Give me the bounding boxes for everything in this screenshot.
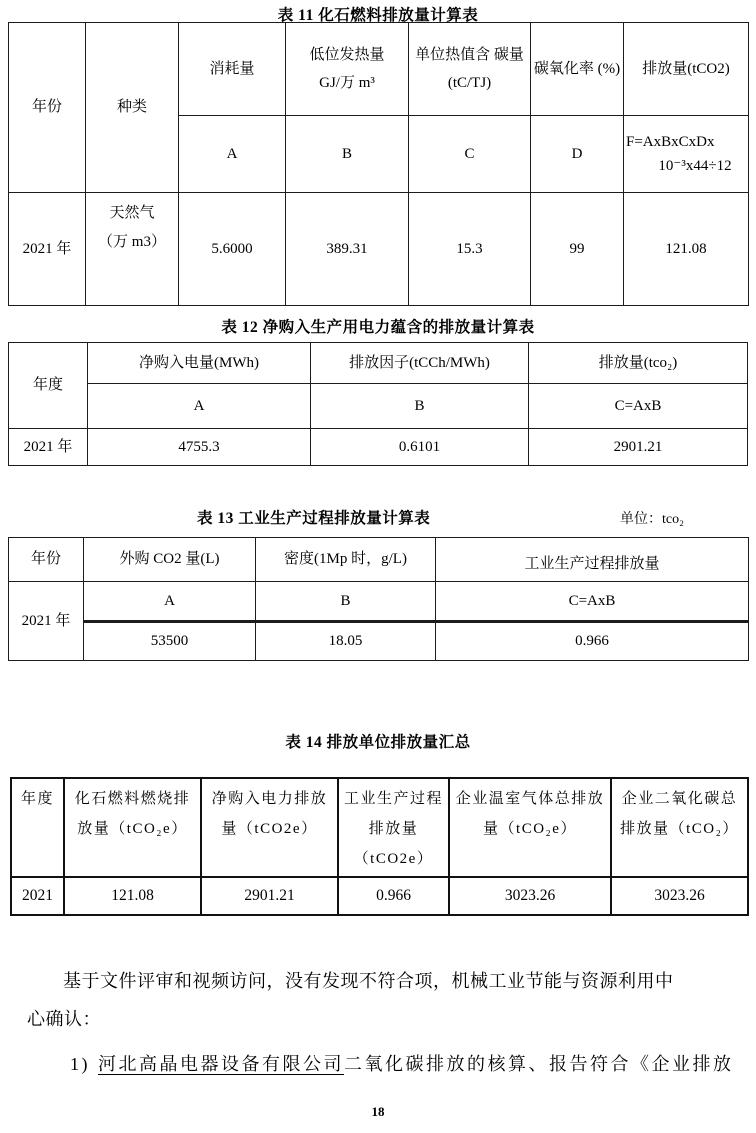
t14-row-process: 0.966 — [338, 877, 449, 915]
table-row — [11, 778, 748, 877]
table-14 — [10, 777, 749, 916]
t13-header-purchased: 外购 CO2 量(L) — [84, 538, 256, 582]
t14-header-process: 工业生产过程排放量（tCO2e） — [338, 778, 449, 877]
t12-header-emission: 排放量(tco₂) — [529, 343, 748, 384]
t11-row-carbon-content: 15.3 — [409, 193, 531, 306]
t12-col-b: B — [311, 384, 529, 429]
t11-col-c: C — [409, 116, 531, 193]
t11-col-b: B — [286, 116, 409, 193]
t14-header-year: 年度 — [11, 778, 64, 877]
t11-row-fuel-line2: （万 m3） — [98, 233, 166, 250]
list-item-1-number: 1) — [70, 1054, 90, 1074]
t12-header-factor: 排放因子(tCCh/MWh) — [311, 343, 529, 384]
t11-row-heating-value: 389.31 — [286, 193, 409, 306]
t14-row-total-co2: 3023.26 — [611, 877, 748, 915]
t13-row-emission: 0.966 — [436, 622, 749, 661]
table14-title: 表 14 排放单位排放量汇总 — [285, 734, 471, 751]
t11-header-type: 种类 — [86, 23, 179, 193]
t11-row-emission: 121.08 — [624, 193, 749, 306]
t11-row-year: 2021 年 — [9, 193, 86, 306]
t12-header-electricity: 净购入电量(MWh) — [88, 343, 311, 384]
t11-col-f-formula — [624, 116, 749, 193]
t13-col-b: B — [256, 582, 436, 622]
t12-col-a: A — [88, 384, 311, 429]
t13-header-density: 密度(1Mp 时，g/L) — [256, 538, 436, 582]
t13-header-process-emission: 工业生产过程排放量 — [436, 538, 749, 582]
t11-formula-line2: 10⁻³x44÷12 — [658, 158, 732, 174]
t12-row-electricity: 4755.3 — [88, 429, 311, 466]
t12-row-year: 2021 年 — [9, 429, 88, 466]
t11-col-d: D — [531, 116, 624, 193]
t11-header-carbon-line2: (tC/TJ) — [447, 75, 492, 91]
t11-header-heating-line2: GJ/万 m³ — [319, 75, 375, 91]
t14-header-total-co2: 企业二氧化碳总排放量（tCO₂） — [611, 778, 748, 877]
t11-header-carbon-line1: 单位热值含 碳量 — [415, 46, 524, 63]
t12-row-emission: 2901.21 — [529, 429, 748, 466]
table-11 — [8, 22, 749, 306]
table-13 — [8, 537, 749, 661]
confirmation-paragraph: 基于文件评审和视频访问，没有发现不符合项，机械工业节能与资源利用中心确认： — [27, 971, 674, 1029]
t13-col-c: C=AxB — [436, 582, 749, 622]
table-row — [9, 429, 748, 466]
t13-header-year: 年份 — [9, 538, 84, 582]
list-item-1-text: 二氧化碳排放的核算、报告符合《企业排放 — [344, 1054, 734, 1074]
t14-row-fossil: 121.08 — [64, 877, 201, 915]
table-row — [9, 582, 749, 622]
table-row — [9, 193, 749, 306]
t11-header-consumption: 消耗量 — [179, 23, 286, 116]
t11-row-fuel-type — [86, 193, 179, 306]
t14-row-electricity: 2901.21 — [201, 877, 338, 915]
t13-col-a: A — [84, 582, 256, 622]
t11-row-fuel-line1: 天然气 — [109, 205, 155, 221]
t11-col-a: A — [179, 116, 286, 193]
t12-row-factor: 0.6101 — [311, 429, 529, 466]
t11-header-emission: 排放量(tCO2) — [624, 23, 749, 116]
t11-header-heating-value — [286, 23, 409, 116]
t11-row-oxidation-rate: 99 — [531, 193, 624, 306]
table-12 — [8, 342, 748, 466]
table-row — [9, 343, 748, 384]
table11-title: 表 11 化石燃料排放量计算表 — [277, 7, 479, 24]
t13-row-density: 18.05 — [256, 622, 436, 661]
t12-col-c: C=AxB — [529, 384, 748, 429]
table-row — [11, 877, 748, 915]
t13-row-year: 2021 年 — [9, 582, 84, 661]
table13-title: 表 13 工业生产过程排放量计算表 — [197, 510, 431, 527]
table12-title: 表 12 净购入生产用电力蕴含的排放量计算表 — [221, 319, 535, 336]
table-row — [9, 622, 749, 661]
t14-header-total-ghg: 企业温室气体总排放量（tCO₂e） — [449, 778, 611, 877]
t11-header-heating-line1: 低位发热量 — [309, 46, 385, 63]
table13-unit-label: 单位：tco₂ — [620, 512, 684, 527]
t11-header-oxidation-rate: 碳氧化率 (%) — [531, 23, 624, 116]
t14-header-electricity: 净购入电力排放量（tCO2e） — [201, 778, 338, 877]
t14-row-year: 2021 — [11, 877, 64, 915]
t11-row-consumption: 5.6000 — [179, 193, 286, 306]
t11-formula-line1: F=AxBxCxDx — [626, 134, 715, 150]
list-item-1 — [70, 1050, 756, 1076]
t11-header-carbon-content — [409, 23, 531, 116]
page-number: 18 — [371, 1104, 385, 1119]
table-row — [9, 538, 749, 582]
table-row — [9, 23, 749, 116]
t14-row-total-ghg: 3023.26 — [449, 877, 611, 915]
t11-header-year: 年份 — [9, 23, 86, 193]
t13-row-purchased: 53500 — [84, 622, 256, 661]
table-row — [9, 384, 748, 429]
t12-header-year: 年度 — [9, 343, 88, 429]
t14-header-fossil: 化石燃料燃烧排放量（tCO₂e） — [64, 778, 201, 877]
company-name: 河北高晶电器设备有限公司 — [98, 1054, 344, 1074]
